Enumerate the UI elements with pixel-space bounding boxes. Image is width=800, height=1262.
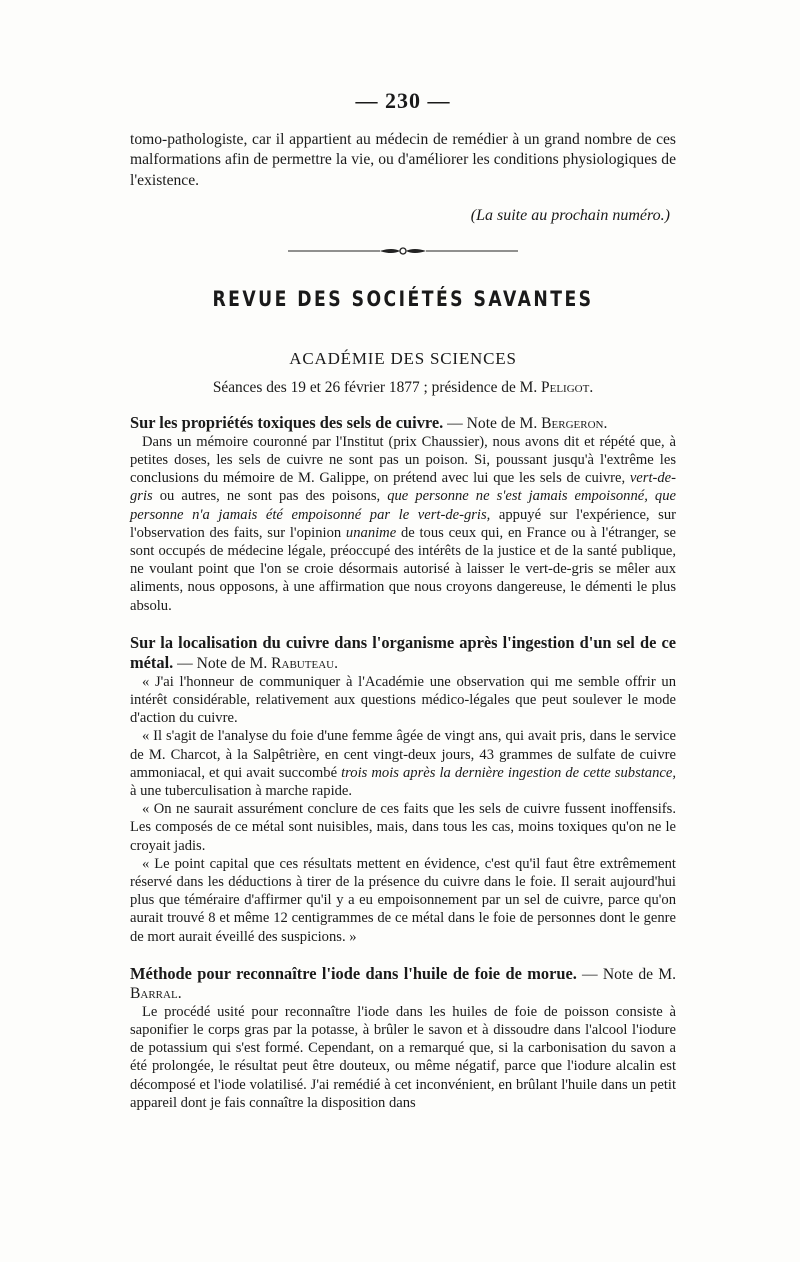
article-title: Sur les propriétés toxiques des sels de cuivre. xyxy=(130,412,444,432)
academy-heading: ACADÉMIE DES SCIENCES xyxy=(289,348,517,368)
journal-page xyxy=(130,88,676,1112)
president-name: Peligot xyxy=(541,378,590,396)
article-paragraph: « J'ai l'honneur de communiquer à l'Académie une observation qui me semble offrir un intérêt considérable, relativement aux questions médico-légales que peut soulever le mode d'action du cuivre. xyxy=(130,673,676,727)
text-run: ou autres, ne sont pas des poisons, xyxy=(152,488,388,505)
to-be-continued-note: (La suite au prochain numéro.) xyxy=(470,206,670,224)
article-copper-localisation xyxy=(130,633,676,946)
ornamental-rule xyxy=(288,245,518,257)
sessions-end: . xyxy=(589,378,594,396)
article-heading xyxy=(130,413,676,433)
article-heading xyxy=(130,633,676,673)
article-paragraph xyxy=(130,727,676,800)
text-run: « Il s'agit de l'analyse du foie d'une femme âgée de vingt ans, qui avait pris, dans le service de M. Charcot, à la Salpêtrière, en cent vingt-deux jours, 43 grammes de sulfate de cuivre ammoniacal, et qui avait succombé xyxy=(130,728,676,781)
article-author: Rabuteau xyxy=(271,654,335,672)
article-title: Méthode pour reconnaître l'iode dans l'huile de foie de morue. xyxy=(130,963,577,983)
italic-run: trois mois après la dernière ingestion de cette substance, xyxy=(341,764,676,781)
article-iodine-method xyxy=(130,964,676,1112)
article-title: Sur la localisation du cuivre dans l'organisme après l'ingestion d'un sel de ce métal. xyxy=(130,632,676,672)
article-heading xyxy=(130,964,676,1003)
article-note-prefix: — Note de M. xyxy=(576,965,676,983)
article-author-end: . xyxy=(177,984,182,1002)
italic-run: unanime xyxy=(345,524,397,541)
text-run: à une tuberculisation à marche rapide. xyxy=(130,782,353,799)
article-paragraph: « On ne saurait assurément conclure de ces faits que les sels de cuivre fussent inoffensifs. Les composés de ce métal sont nuisibles, mais, dans tous les cas, moins toxiques qu'on ne le croyait jadis. xyxy=(130,801,676,854)
italic-run: que personne ne s'est jamais empoisonné, que personne n'a jamais été empoisonné par le vert-de-gris, xyxy=(130,488,676,523)
article-paragraph xyxy=(130,433,676,615)
page-number: — 230 — xyxy=(355,88,451,113)
text-run: de tous ceux qui, en France ou à l'étranger, se sont occupés de médecine légale, préoccupé des intérêts de la justice et de la santé publique, ne voulant point que l'on se croie désormais autorisé à laisser le vert-de-gris se mêler aux aliments, nous opposons, à une affirmation que nous croyons dangereuse, le démenti le plus absolu. xyxy=(130,524,676,614)
article-author-end: . xyxy=(603,414,608,432)
article-note-prefix: — Note de M. xyxy=(443,414,542,432)
text-run: appuyé sur l'expérience, sur l'observation des faits, sur l'opinion xyxy=(130,506,676,541)
sessions-line xyxy=(130,379,676,397)
article-author-end: . xyxy=(334,654,338,672)
text-run: Dans un mémoire couronné par l'Institut (prix Chaussier), nous avons dit et répété que, à petites doses, les sels de cuivre ne sont pas un poison. Si, poussant jusqu'à l'extrême les conclusions du mémoire de M. Galippe, on prétend avec lui que les sels de cuivre, xyxy=(130,433,676,487)
italic-run: vert-de-gris xyxy=(130,470,676,505)
sessions-text: Séances des 19 et 26 février 1877 ; présidence de M. xyxy=(212,378,542,396)
article-copper-toxicity xyxy=(130,413,676,615)
article-paragraph: « Le point capital que ces résultats mettent en évidence, c'est qu'il faut être extrêmement réservé dans les déductions à tirer de la présence du cuivre dans le foie. Il serait aujourd'hui plus que téméraire d'affirmer qu'il y a eu empoisonnement par un sel de cuivre, parce qu'on aurait trouvé 8 et même 12 centigrammes de ce métal dans le foie de personnes dont le genre de mort aurait éveillé des suspicions. » xyxy=(130,855,676,945)
continued-paragraph: tomo-pathologiste, car il appartient au médecin de remédier à un grand nombre de ces malformations afin de permettre la vie, ou d'améliorer les conditions physiologiques de l'existence. xyxy=(130,130,676,189)
article-author: Bergeron xyxy=(541,414,604,432)
article-author: Barral xyxy=(130,984,178,1002)
section-title: REVUE DES SOCIÉTÉS SAVANTES xyxy=(212,286,594,311)
article-paragraph: Le procédé usité pour reconnaître l'iode dans les huiles de foie de poisson consiste à saponifier le corps gras par la potasse, à brûler le savon et à dissoudre dans l'alcool l'iodure de potassium qui s'est formé. Cependant, on a remarqué que, si la carbonisation du savon a été prolongée, le résultat peut être douteux, ou même négatif, parce que l'iodure alcalin est décomposé et l'iode volatilisé. J'ai remédié à cet inconvénient, en brûlant l'huile dans un petit appareil dont je fais connaître la disposition dans xyxy=(130,1003,676,1111)
article-note-prefix: — Note de M. xyxy=(173,654,272,672)
